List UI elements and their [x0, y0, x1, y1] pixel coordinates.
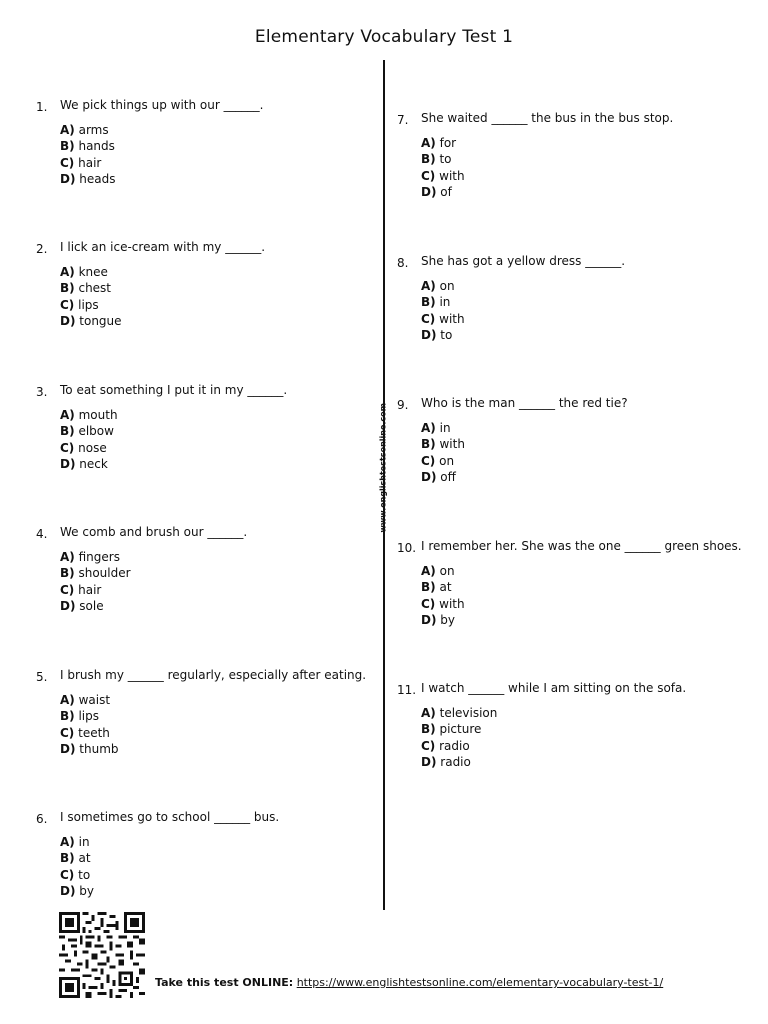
test-online-link[interactable]: https://www.englishtestsonline.com/elementary-vocabulary-test-1/: [296, 976, 664, 989]
option-a[interactable]: A) in: [421, 421, 451, 435]
question-number: 2.: [36, 242, 48, 256]
options-list: [60, 407, 118, 472]
option-b[interactable]: B) chest: [60, 281, 112, 296]
question-text: To eat something I put it in my ______.: [60, 383, 288, 397]
question-number: 10.: [397, 541, 417, 555]
question-text: I remember her. She was the one ______ green shoes.: [421, 539, 742, 553]
option-b[interactable]: B) in: [421, 295, 451, 310]
question-text: I lick an ice-cream with my ______.: [60, 240, 266, 254]
question-number: 9.: [397, 398, 409, 412]
option-b[interactable]: B) at: [421, 580, 452, 595]
option-d[interactable]: D) tongue: [60, 313, 122, 328]
option-b[interactable]: B) elbow: [60, 424, 114, 439]
options-list: [421, 420, 465, 485]
option-c[interactable]: C) on: [421, 453, 455, 468]
question-number: 5.: [36, 670, 48, 684]
question-text: We pick things up with our ______.: [60, 98, 264, 112]
question-number: 11.: [397, 683, 417, 697]
question-text: She waited ______ the bus in the bus stop.: [421, 111, 674, 125]
option-a[interactable]: A) television: [421, 706, 498, 720]
question-number: 1.: [36, 100, 48, 114]
option-b[interactable]: B) lips: [60, 709, 100, 724]
option-d[interactable]: D) neck: [60, 456, 108, 471]
question-text: I watch ______ while I am sitting on the sofa.: [421, 681, 687, 695]
options-list: [421, 563, 465, 628]
question-number: 7.: [397, 113, 409, 127]
option-b[interactable]: B) picture: [421, 722, 482, 737]
option-a[interactable]: A) waist: [60, 693, 111, 707]
question-text: Who is the man ______ the red tie?: [421, 396, 628, 410]
vertical-site-watermark: www.englishtestsonline.com: [378, 403, 388, 533]
option-d[interactable]: D) heads: [60, 171, 116, 186]
question-number: 3.: [36, 385, 48, 399]
option-b[interactable]: B) at: [60, 851, 91, 866]
option-a[interactable]: A) mouth: [60, 408, 118, 422]
question-text: I sometimes go to school ______ bus.: [60, 810, 280, 824]
option-b[interactable]: B) to: [421, 152, 452, 167]
option-c[interactable]: C) with: [421, 168, 465, 183]
options-list: [421, 278, 465, 343]
option-c[interactable]: C) with: [421, 596, 465, 611]
option-d[interactable]: D) to: [421, 327, 453, 342]
option-c[interactable]: C) nose: [60, 440, 107, 455]
option-a[interactable]: A) arms: [60, 123, 109, 137]
option-d[interactable]: D) thumb: [60, 741, 119, 756]
option-a[interactable]: A) on: [421, 279, 455, 293]
option-a[interactable]: A) for: [421, 136, 457, 150]
option-d[interactable]: D) radio: [421, 754, 471, 769]
option-a[interactable]: A) fingers: [60, 550, 120, 564]
options-list: [60, 692, 119, 757]
option-a[interactable]: A) knee: [60, 265, 108, 279]
question-number: 4.: [36, 527, 48, 541]
footer: [155, 976, 663, 989]
option-b[interactable]: B) with: [421, 437, 465, 452]
option-b[interactable]: B) hands: [60, 139, 115, 154]
question-number: 8.: [397, 256, 409, 270]
option-a[interactable]: A) on: [421, 564, 455, 578]
option-c[interactable]: C) hair: [60, 155, 102, 170]
question-text: We comb and brush our ______.: [60, 525, 248, 539]
options-list: [60, 264, 122, 329]
options-list: [60, 549, 131, 614]
option-d[interactable]: D) sole: [60, 598, 104, 613]
option-a[interactable]: A) in: [60, 835, 90, 849]
option-d[interactable]: D) of: [421, 184, 452, 199]
question-text: I brush my ______ regularly, especially after eating.: [60, 668, 367, 682]
option-c[interactable]: C) with: [421, 311, 465, 326]
option-c[interactable]: C) radio: [421, 738, 470, 753]
question-text: She has got a yellow dress ______.: [421, 254, 626, 268]
option-c[interactable]: C) to: [60, 867, 91, 882]
option-c[interactable]: C) hair: [60, 582, 102, 597]
option-c[interactable]: C) lips: [60, 297, 99, 312]
option-b[interactable]: B) shoulder: [60, 566, 131, 581]
option-d[interactable]: D) by: [60, 883, 94, 898]
options-list: [60, 834, 94, 899]
option-c[interactable]: C) teeth: [60, 725, 110, 740]
question-number: 6.: [36, 812, 48, 826]
option-d[interactable]: D) off: [421, 469, 456, 484]
qr-code-icon[interactable]: [57, 912, 147, 998]
options-list: [60, 122, 116, 187]
page-title: Elementary Vocabulary Test 1: [254, 27, 514, 47]
option-d[interactable]: D) by: [421, 612, 455, 627]
footer-label: Take this test ONLINE:: [155, 976, 294, 989]
options-list: [421, 705, 497, 770]
options-list: [421, 135, 465, 200]
